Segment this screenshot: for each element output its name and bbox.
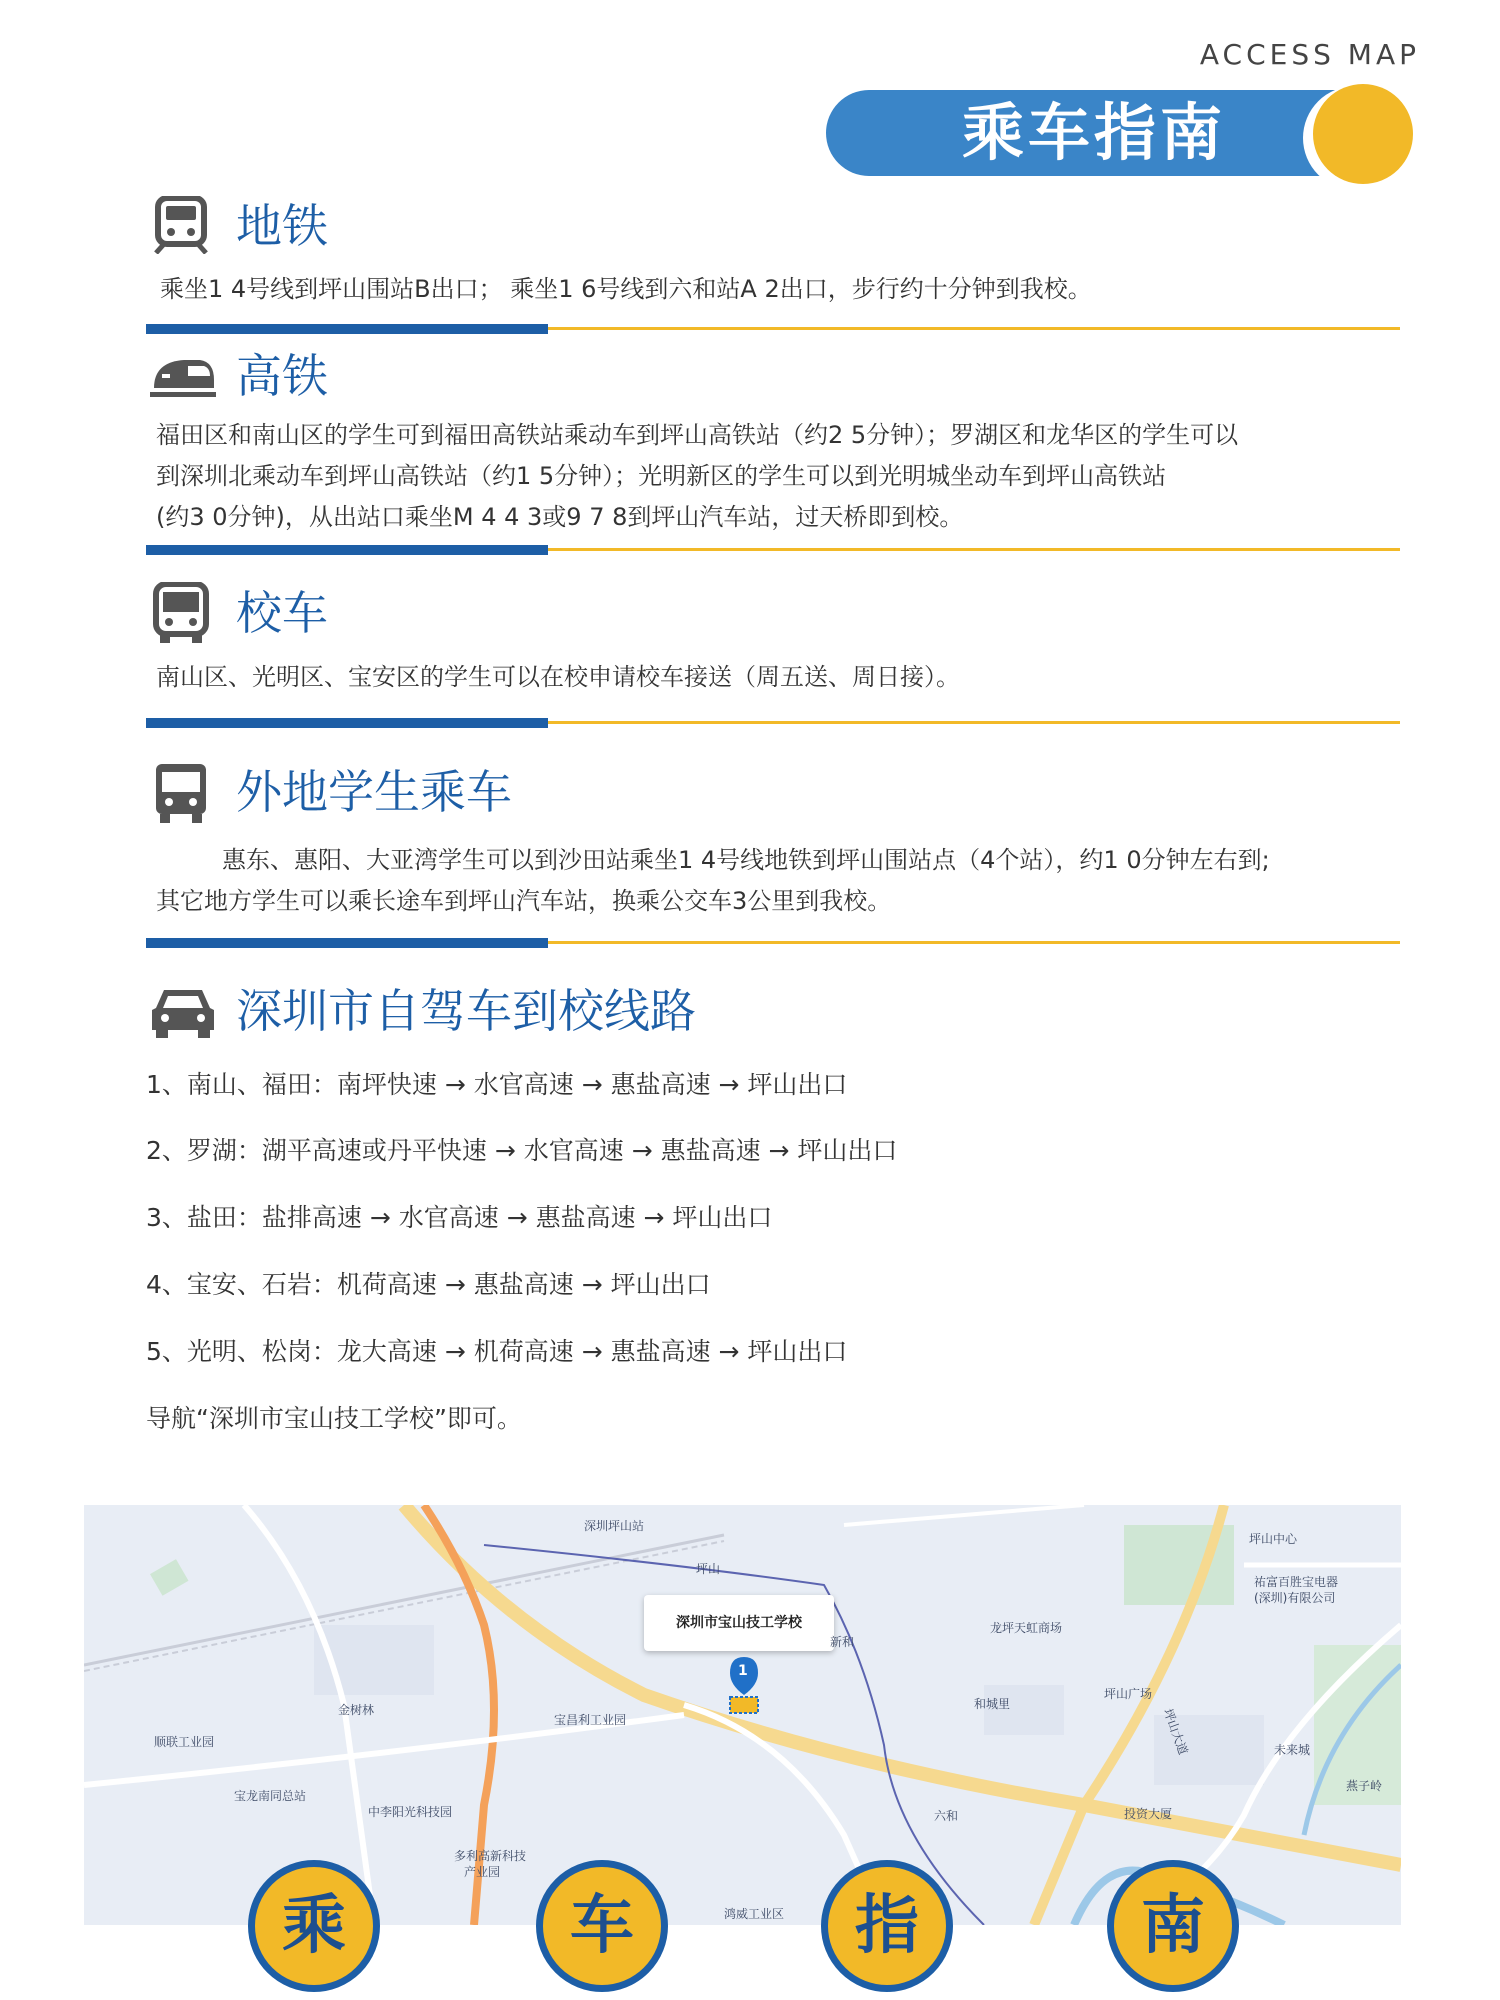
map-label-hechengli: 和城里 <box>974 1697 1011 1711</box>
high-speed-text-line-2: 到深圳北乘动车到坪山高铁站（约1 5分钟）；光明新区的学生可以到光明城坐动车到坪山高铁站 <box>156 462 1167 490</box>
coach-bus-icon <box>152 762 210 824</box>
map-label-youfu-2: (深圳)有限公司 <box>1254 1591 1336 1605</box>
out-of-town-text-line-2: 其它地方学生可以乘长途车到坪山汽车站，换乘公交车3公里到我校。 <box>156 887 892 915</box>
map-label-liuhe: 六和 <box>934 1809 959 1823</box>
page-title: 乘车指南 <box>962 96 1227 169</box>
school-bus-text: 南山区、光明区、宝安区的学生可以在校申请校车接送（周五送、周日接）。 <box>156 663 960 691</box>
section-divider <box>146 324 1400 334</box>
high-speed-text-line-3: (约3 0分钟)，从出站口乘坐M 4 4 3或9 7 8到坪山汽车站，过天桥即到校。 <box>156 503 964 531</box>
map-label-shunlian: 顺联工业园 <box>154 1735 215 1749</box>
out-of-town-text-line-1: 惠东、惠阳、大亚湾学生可以到沙田站乘坐1 4号线地铁到坪山围站点（4个站），约1 0分钟左右到; <box>222 846 1270 874</box>
pin-number: 1 <box>738 1663 748 1679</box>
driving-route: 2、罗湖：湖平高速或丹平快速 → 水官高速 → 惠盐高速 → 坪山出口 <box>146 1136 898 1165</box>
map-label-pingshan: 坪山 <box>696 1562 721 1576</box>
driving-title: 深圳市自驾车到校线路 <box>236 984 696 1038</box>
access-map-label: ACCESS MAP <box>1199 38 1420 71</box>
high-speed-title: 高铁 <box>236 349 328 403</box>
map-label-weilaicheng: 未来城 <box>1274 1743 1311 1757</box>
title-decoration-dot <box>1313 84 1413 184</box>
map-label-duoli: 多利高新科技 <box>454 1849 527 1863</box>
map-roads <box>84 1505 1401 1925</box>
footer-char-circle: 南 <box>1107 1860 1239 1992</box>
navigation-note: 导航“深圳市宝山技工学校”即可。 <box>146 1404 522 1433</box>
driving-route: 4、宝安、石岩：机荷高速 → 惠盐高速 → 坪山出口 <box>146 1270 711 1299</box>
subway-icon <box>152 196 210 254</box>
map-label-xinhe: 新和 <box>830 1635 855 1649</box>
map-label-zhongli: 中李阳光科技园 <box>368 1805 453 1819</box>
section-divider <box>146 545 1400 555</box>
high-speed-train-icon <box>150 350 216 400</box>
school-bus-title: 校车 <box>236 586 328 640</box>
footer-char-circle: 车 <box>536 1860 668 1992</box>
footer-char-circle: 乘 <box>248 1860 380 1992</box>
out-of-town-title: 外地学生乘车 <box>236 765 512 819</box>
school-bus-icon <box>152 582 210 644</box>
driving-route: 1、南山、福田：南坪快速 → 水官高速 → 惠盐高速 → 坪山出口 <box>146 1070 848 1099</box>
map-label-pingshan-square: 坪山广场 <box>1104 1687 1153 1701</box>
map-label-pingshan-center: 坪山中心 <box>1249 1532 1298 1546</box>
map-label-longping: 龙坪天虹商场 <box>990 1621 1063 1635</box>
map-label-baolong: 宝龙南同总站 <box>234 1789 307 1803</box>
map-label-duoli-2: 产业园 <box>464 1865 501 1879</box>
map-label-touzi: 投资大厦 <box>1124 1807 1173 1821</box>
subway-text: 乘坐1 4号线到坪山围站B出口； 乘坐1 6号线到六和站A 2出口，步行约十分钟到我校。 <box>160 275 1092 303</box>
school-callout: 深圳市宝山技工学校 <box>644 1595 834 1651</box>
section-divider <box>146 718 1400 728</box>
high-speed-text-line-1: 福田区和南山区的学生可到福田高铁站乘动车到坪山高铁站（约2 5分钟）；罗湖区和龙华区的学生可以 <box>156 421 1239 449</box>
map-label-pingshan-avenue: 坪山大道 <box>1160 1706 1191 1757</box>
driving-route: 3、盐田：盐排高速 → 水官高速 → 惠盐高速 → 坪山出口 <box>146 1203 773 1232</box>
location-map[interactable] <box>84 1505 1401 1925</box>
map-label-yanzi: 燕子岭 <box>1346 1779 1383 1793</box>
footer-char-circle: 指 <box>821 1860 953 1992</box>
section-divider <box>146 938 1400 948</box>
car-icon <box>150 986 216 1038</box>
map-label-youfu: 祐富百胜宝电器 <box>1254 1575 1339 1589</box>
map-label-hongwei: 鸿威工业区 <box>724 1907 785 1921</box>
map-label-baochangli: 宝昌利工业园 <box>554 1713 627 1727</box>
map-label-pingshan-station: 深圳坪山站 <box>584 1519 645 1533</box>
driving-route: 5、光明、松岗：龙大高速 → 机荷高速 → 惠盐高速 → 坪山出口 <box>146 1337 848 1366</box>
subway-title: 地铁 <box>236 199 328 253</box>
map-label-jinshulin: 金树林 <box>338 1703 375 1717</box>
